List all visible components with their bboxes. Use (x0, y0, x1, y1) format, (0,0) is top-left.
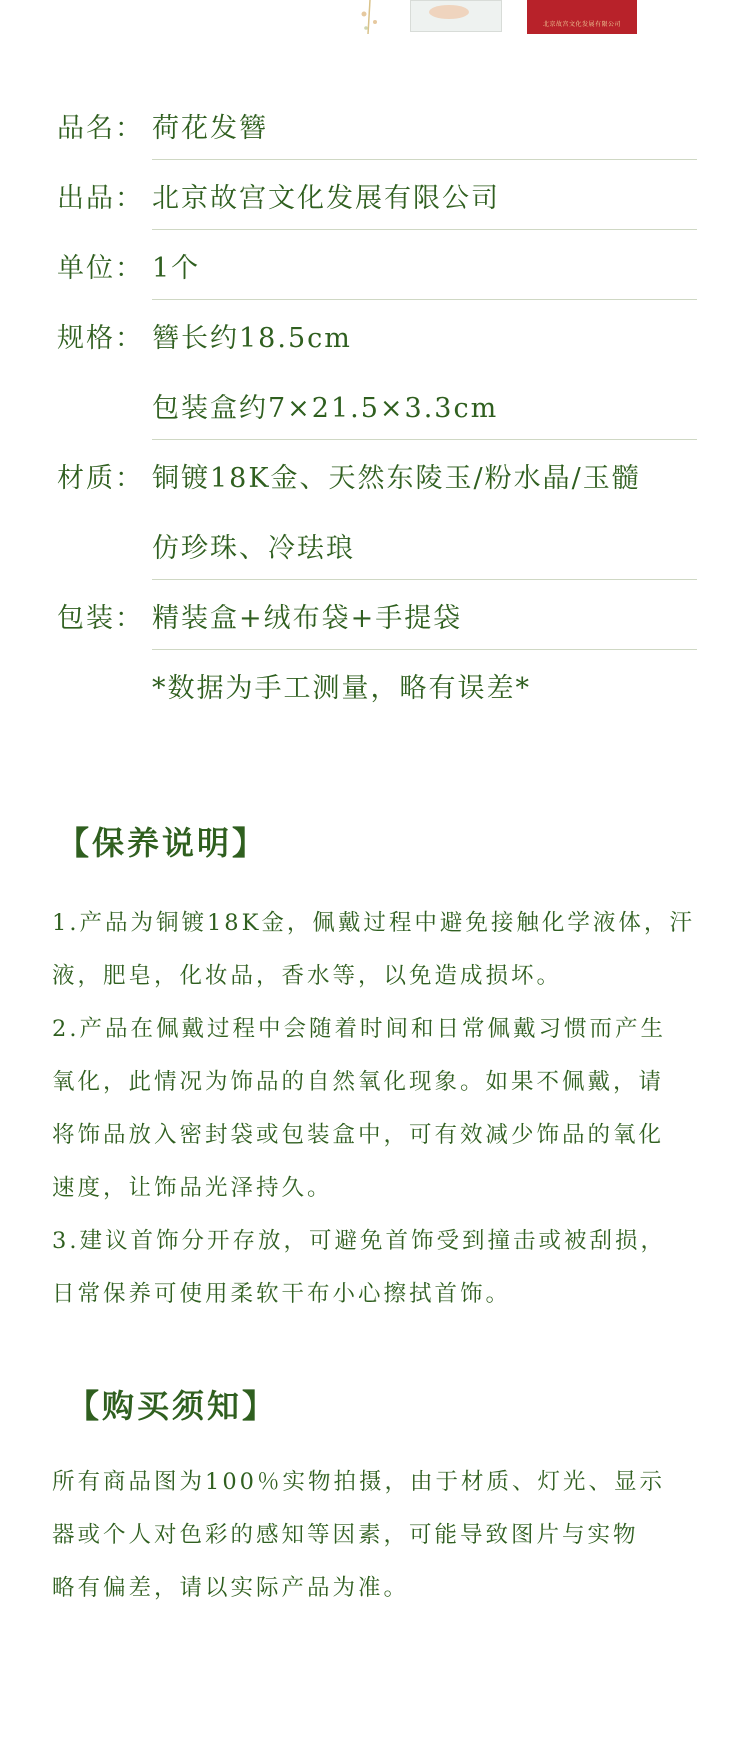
spec-value: 铜镀18K金、天然东陵玉/粉水晶/玉髓 (152, 462, 641, 494)
care-line: 氧化，此情况为饰品的自然氧化现象。如果不佩戴，请 (52, 1069, 665, 1095)
care-line: 1.产品为铜镀18K金，佩戴过程中避免接触化学液体，汗 (52, 910, 695, 936)
spec-row (57, 580, 697, 650)
spec-value: 簪长约18.5cm (152, 322, 352, 354)
spec-table (57, 90, 697, 720)
spec-row (57, 440, 697, 510)
hairpin-image (355, 0, 385, 36)
care-line: 速度，让饰品光泽持久。 (52, 1175, 333, 1201)
packaging-box-image (527, 0, 637, 34)
spec-value: 1个 (152, 252, 201, 284)
spec-row (57, 510, 697, 580)
spec-key: 材质： (57, 462, 144, 494)
spec-row (57, 160, 697, 230)
spec-key: 规格： (57, 322, 144, 354)
spec-row (57, 650, 697, 720)
care-title: 【保养说明】 (57, 824, 268, 862)
gift-card-image (410, 0, 502, 32)
purchase-line: 所有商品图为100％实物拍摄，由于材质、灯光、显示 (52, 1469, 665, 1495)
spec-key: 品名： (57, 112, 144, 144)
spec-row (57, 90, 697, 160)
care-text (52, 897, 702, 1321)
spec-value: 精装盒+绒布袋+手提袋 (152, 602, 463, 634)
care-line: 3.建议首饰分开存放，可避免首饰受到撞击或被刮损， (52, 1228, 666, 1254)
product-image-strip (0, 0, 750, 36)
spec-value: 仿珍珠、冷珐琅 (152, 532, 355, 564)
spec-key: 出品： (57, 182, 144, 214)
purchase-text (52, 1456, 702, 1615)
care-line: 将饰品放入密封袋或包装盒中，可有效减少饰品的氧化 (52, 1122, 665, 1148)
spec-key: 单位： (57, 252, 144, 284)
purchase-line: 器或个人对色彩的感知等因素，可能导致图片与实物 (52, 1522, 639, 1548)
purchase-line: 略有偏差，请以实际产品为准。 (52, 1575, 410, 1601)
spec-value: 包装盒约7×21.5×3.3cm (152, 392, 499, 424)
box-brand-text: 北京故宫文化发展有限公司 (542, 21, 621, 28)
care-line: 2.产品在佩戴过程中会随着时间和日常佩戴习惯而产生 (52, 1016, 666, 1042)
spec-note: *数据为手工测量，略有误差* (152, 672, 531, 704)
spec-value: 荷花发簪 (152, 112, 268, 144)
care-line: 液，肥皂，化妆品，香水等，以免造成损坏。 (52, 963, 563, 989)
purchase-title: 【购买须知】 (67, 1387, 278, 1425)
care-line: 日常保养可使用柔软干布小心擦拭首饰。 (52, 1281, 512, 1307)
spec-key: 包装： (57, 602, 144, 634)
spec-row (57, 300, 697, 370)
spec-row (57, 230, 697, 300)
spec-row (57, 370, 697, 440)
spec-value: 北京故宫文化发展有限公司 (152, 182, 500, 214)
